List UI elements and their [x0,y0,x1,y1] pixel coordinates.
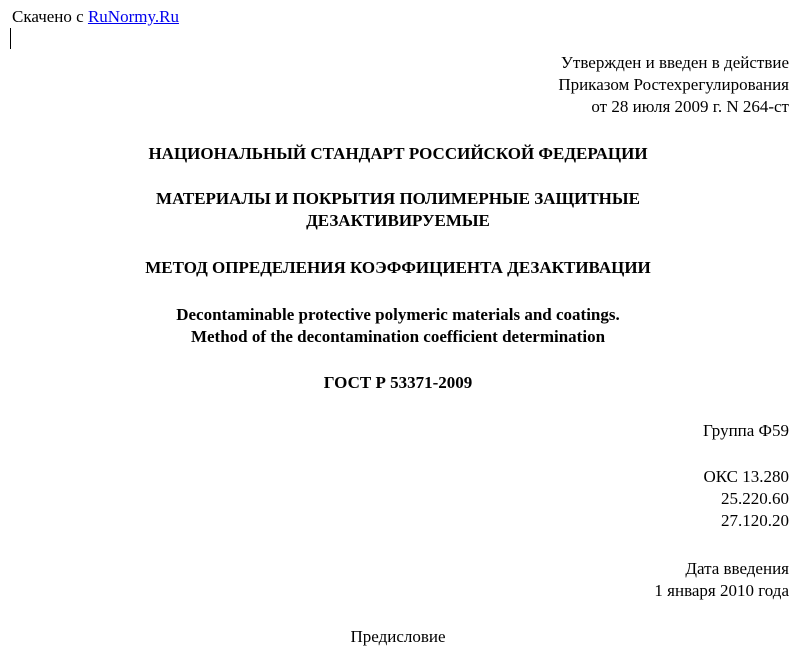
approval-line: Утвержден и введен в действие [560,53,789,72]
date-line: Дата введения [685,559,789,578]
oks-line: 27.120.20 [721,511,789,530]
english-title-line: Method of the decontamination coefficient determination [190,327,606,346]
approval-block [558,52,789,118]
materials-title-line: МАТЕРИАЛЫ И ПОКРЫТИЯ ПОЛИМЕРНЫЕ ЗАЩИТНЫЕ [156,189,640,208]
materials-title [0,188,796,232]
source-line [12,6,179,28]
english-title [0,304,796,348]
materials-title-line: ДЕЗАКТИВИРУЕМЫЕ [306,211,490,230]
english-title-line: Decontaminable protective polymeric materials and coatings. [176,305,620,324]
date-line: 1 января 2010 года [654,581,789,600]
group-code: Группа Ф59 [703,421,789,440]
gost-number: ГОСТ Р 53371-2009 [323,373,473,392]
introduction-date [654,558,789,602]
foreword-heading: Предисловие [350,627,446,646]
approval-line: Приказом Ростехрегулирования [558,75,789,94]
oks-codes [703,466,789,532]
national-standard-title: НАЦИОНАЛЬНЫЙ СТАНДАРТ РОССИЙСКОЙ ФЕДЕРАЦИИ [148,144,648,163]
approval-line: от 28 июля 2009 г. N 264-ст [591,97,789,116]
text-cursor [10,28,11,49]
source-prefix: Скачено с [12,7,88,26]
method-title: МЕТОД ОПРЕДЕЛЕНИЯ КОЭФФИЦИЕНТА ДЕЗАКТИВАЦИИ [145,258,651,277]
oks-line: ОКС 13.280 [703,467,789,486]
runormy-link[interactable]: RuNormy.Ru [87,7,179,26]
oks-line: 25.220.60 [721,489,789,508]
